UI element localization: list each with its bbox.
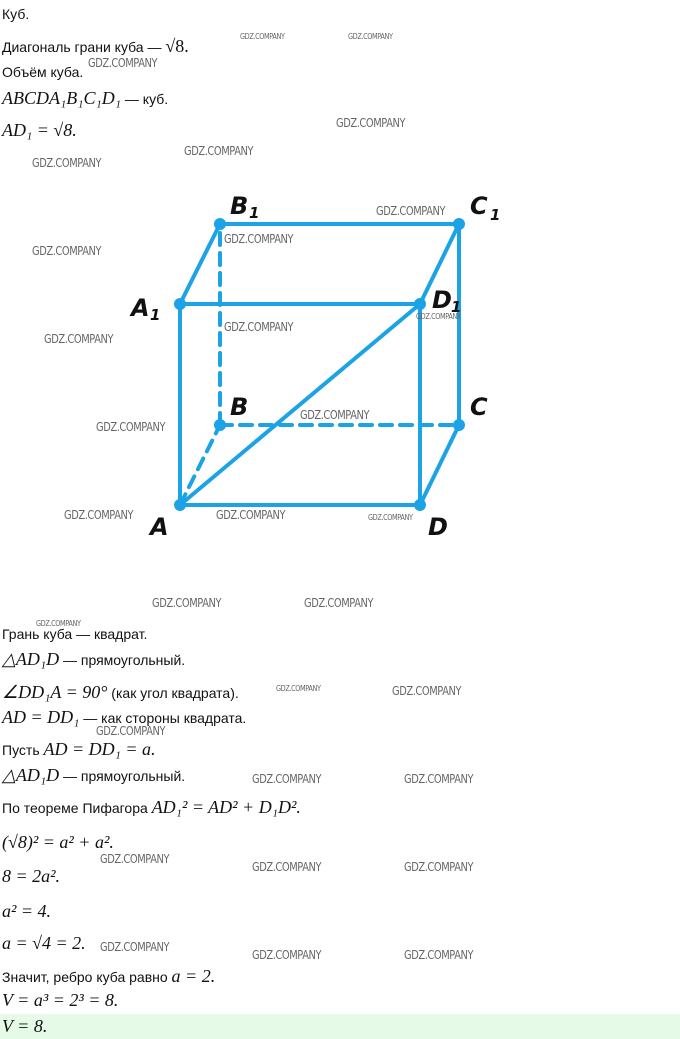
math-volume: V = a³ = 2³ = 8. [2, 990, 119, 1010]
point-d [414, 499, 426, 511]
label-b: B [230, 393, 249, 421]
text-face-diagonal-label: Диагональ грани куба — [2, 39, 166, 55]
watermark: GDZ.COMPANY [336, 116, 406, 130]
label-a: A [150, 513, 169, 541]
math-cube-name: ABCDA₁B₁C₁D₁ [2, 88, 122, 108]
watermark: GDZ.COMPANY [216, 508, 286, 522]
math-let: AD = DD₁ = a. [43, 739, 156, 759]
watermark: GDZ.COMPANY [252, 772, 322, 786]
text-triangle-2-suffix: — прямоугольный. [59, 768, 186, 784]
text-cube: Куб. [2, 6, 30, 22]
watermark: GDZ.COMPANY [252, 948, 322, 962]
point-d1 [414, 298, 426, 310]
watermark: GDZ.COMPANY [224, 232, 294, 246]
watermark: GDZ.COMPANY [300, 408, 370, 422]
answer-box [0, 1014, 680, 1039]
watermark: GDZ.COMPANY [240, 32, 285, 41]
edge-a1-b1 [180, 224, 220, 304]
math-triangle-1: △AD₁D [2, 649, 60, 669]
watermark: GDZ.COMPANY [184, 144, 254, 158]
watermark: GDZ.COMPANY [224, 320, 294, 334]
text-angle [2, 682, 239, 703]
watermark: GDZ.COMPANY [32, 244, 102, 258]
watermark: GDZ.COMPANY [348, 32, 393, 41]
watermark: GDZ.COMPANY [404, 772, 474, 786]
watermark: GDZ.COMPANY [64, 508, 134, 522]
math-equal-sides: AD = DD₁ [2, 707, 80, 727]
watermark: GDZ.COMPANY [44, 332, 114, 346]
point-c1 [453, 218, 465, 230]
label-b1-sub: 1 [249, 204, 260, 222]
watermark: GDZ.COMPANY [96, 724, 166, 738]
math-eq-3: a² = 4. [2, 901, 52, 921]
text-equal-sides-suffix: — как стороны квадрата. [79, 710, 247, 726]
text-face-square: Грань куба — квадрат. [2, 626, 148, 642]
math-eq-1: (√8)² = a² + a². [2, 832, 114, 852]
text-cube-suffix: — куб. [121, 91, 169, 107]
text-triangle-1-suffix: — прямоугольный. [59, 652, 186, 668]
text-face-diagonal-value: √8. [165, 36, 189, 56]
math-eq-2: 8 = 2a². [2, 866, 61, 886]
text-conclusion-prefix: Значит, ребро куба равно [2, 969, 172, 985]
watermark: GDZ.COMPANY [152, 596, 222, 610]
label-a1: A [131, 294, 150, 322]
watermark: GDZ.COMPANY [100, 852, 170, 866]
watermark: GDZ.COMPANY [416, 312, 461, 321]
watermark: GDZ.COMPANY [376, 204, 446, 218]
math-triangle-2: △AD₁D [2, 765, 60, 785]
text-pythagoras-prefix: По теореме Пифагора [2, 800, 152, 816]
text-let-prefix: Пусть [2, 742, 44, 758]
point-a [174, 499, 186, 511]
watermark: GDZ.COMPANY [304, 596, 374, 610]
text-triangle-right-1 [2, 649, 185, 670]
text-pythagoras [2, 797, 301, 818]
label-c1-sub: 1 [490, 206, 501, 224]
math-ad1: AD₁ = √8. [2, 120, 77, 140]
math-conclusion: a = 2. [171, 966, 216, 986]
text-let [2, 739, 156, 760]
watermark: GDZ.COMPANY [96, 420, 166, 434]
label-c1: C [470, 192, 488, 220]
watermark: GDZ.COMPANY [36, 619, 81, 628]
edge-d-c [420, 425, 459, 505]
watermark: GDZ.COMPANY [392, 684, 462, 698]
text-volume-question: Объём куба. [2, 64, 84, 80]
text-angle-suffix: (как угол квадрата). [107, 685, 239, 701]
math-eq-4: a = √4 = 2. [2, 933, 86, 953]
label-d1-sub: 1 [451, 298, 462, 316]
watermark: GDZ.COMPANY [404, 948, 474, 962]
watermark: GDZ.COMPANY [88, 56, 158, 70]
point-c [453, 419, 465, 431]
math-pythagoras: AD₁² = AD² + D₁D². [151, 797, 301, 817]
watermark: GDZ.COMPANY [252, 860, 322, 874]
watermark: GDZ.COMPANY [404, 860, 474, 874]
watermark: GDZ.COMPANY [32, 156, 102, 170]
watermark: GDZ.COMPANY [368, 513, 413, 522]
label-a1-sub: 1 [150, 306, 161, 324]
hidden-edge-a-b [180, 425, 220, 505]
text-conclusion [2, 966, 215, 987]
point-b1 [214, 218, 226, 230]
math-angle: ∠DD₁A = 90° [2, 682, 108, 702]
watermark: GDZ.COMPANY [100, 940, 170, 954]
math-answer: V = 8. [2, 1016, 48, 1036]
label-b1: B [230, 192, 249, 220]
point-b [214, 419, 226, 431]
label-d1: D [432, 286, 452, 314]
text-triangle-right-2 [2, 765, 185, 786]
label-d: D [428, 513, 448, 541]
watermark: GDZ.COMPANY [276, 684, 321, 693]
diagonal-a-d1 [180, 304, 420, 505]
label-c: C [470, 393, 488, 421]
point-a1 [174, 298, 186, 310]
